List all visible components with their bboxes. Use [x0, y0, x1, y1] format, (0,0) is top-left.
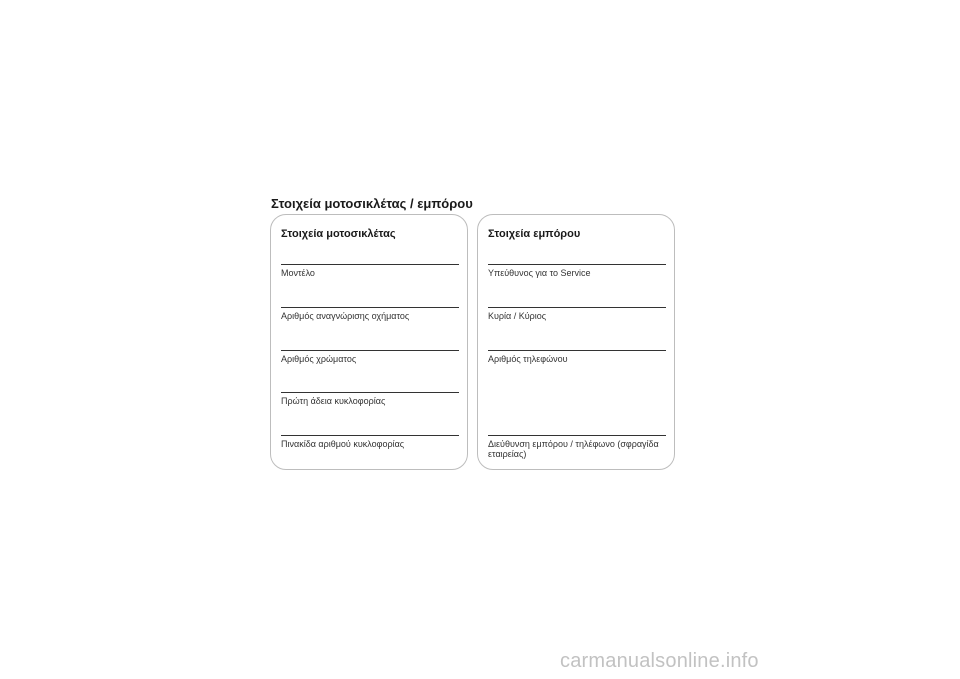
first-registration-field[interactable] [281, 392, 459, 406]
model-field-label: Μοντέλο [281, 268, 315, 278]
phone-number-field[interactable] [488, 350, 666, 364]
vin-field[interactable] [281, 307, 459, 321]
service-contact-field[interactable] [488, 264, 666, 278]
color-number-field[interactable] [281, 350, 459, 364]
model-field[interactable] [281, 264, 459, 278]
dealer-address-stamp-field-label: Διεύθυνση εμπόρου / τηλέφωνο (σφραγίδα εταιρείας) [488, 439, 659, 459]
first-registration-field-label: Πρώτη άδεια κυκλοφορίας [281, 396, 386, 406]
license-plate-field[interactable] [281, 435, 459, 449]
service-contact-field-label: Υπεύθυνος για το Service [488, 268, 591, 278]
color-number-field-label: Αριθμός χρώματος [281, 354, 357, 364]
dealer-details-card [477, 214, 675, 470]
phone-number-field-label: Αριθμός τηλεφώνου [488, 354, 568, 364]
contact-name-field[interactable] [488, 307, 666, 321]
dealer-address-stamp-field[interactable] [488, 435, 666, 459]
dealer-card-title: Στοιχεία εμπόρου [488, 228, 581, 240]
motorcycle-card-title: Στοιχεία μοτοσικλέτας [281, 228, 396, 240]
vin-field-label: Αριθμός αναγνώρισης οχήματος [281, 311, 410, 321]
contact-name-field-label: Κυρία / Κύριος [488, 311, 547, 321]
motorcycle-details-card [270, 214, 468, 470]
watermark-text: carmanualsonline.info [560, 650, 759, 672]
license-plate-field-label: Πινακίδα αριθμού κυκλοφορίας [281, 439, 405, 449]
page-heading: Στοιχεία μοτοσικλέτας / εμπόρου [271, 196, 473, 211]
